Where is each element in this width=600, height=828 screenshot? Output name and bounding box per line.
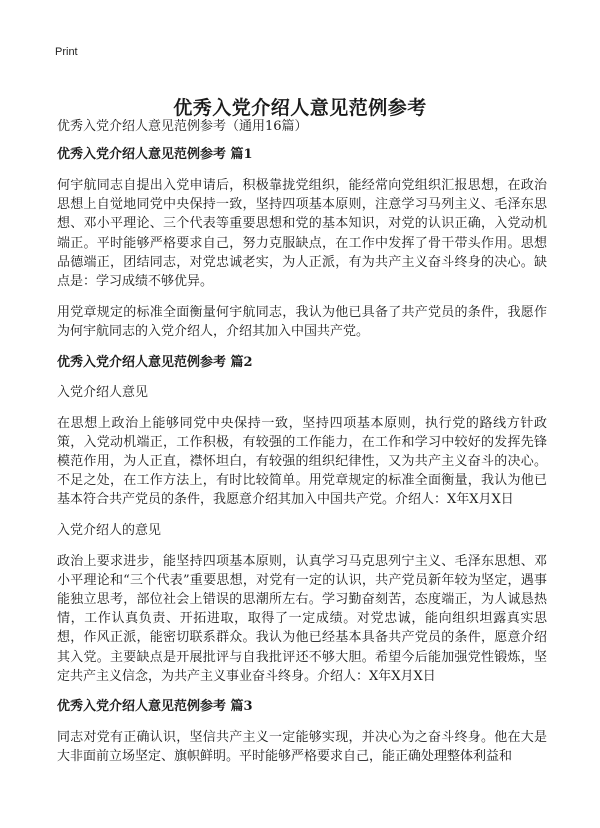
section-3 <box>57 698 547 766</box>
section-heading: 优秀入党介绍人意见范例参考 篇2 <box>57 354 253 370</box>
subheading: 入党介绍人意见 <box>57 384 149 400</box>
document-subtitle: 优秀入党介绍人意见范例参考（通用16篇） <box>57 119 308 134</box>
paragraph: 政治上要求进步，能坚持四项基本原则，认真学习马克思列宁主义、毛泽东思想、邓小平理论和“三个代表”重要思想，对党有一定的认识，共产党员新年较为坚定，遇事能独立思考，部位社会上错误的思潮所左右。学习勤奋刻苦，态度端正，为人诚恳热情，工作认真负责、开拓进取，取得了一定成绩。对党忠诚，能向组织坦露真实思想，作风正派，能密切联系群众。我认为他已经基本具备共产党员的条件，愿意介绍其入党。主要缺点是开展批评与自我批评还不够大胆。希望今后能加强党性锻炼，坚定共产主义信念，为共产主义事业奋斗终身。介绍人：X年X月X日 <box>57 553 547 684</box>
section-heading: 优秀入党介绍人意见范例参考 篇1 <box>57 147 253 162</box>
paragraph: 用党章规定的标准全面衡量何宇航同志，我认为他已具备了共产党员的条件，我愿作为何宇航同志的入党介绍人，介绍其加入中国共产党。 <box>57 305 547 340</box>
subheading: 入党介绍人的意见 <box>57 522 162 538</box>
document-body <box>57 118 547 778</box>
section-heading: 优秀入党介绍人意见范例参考 篇3 <box>57 699 253 715</box>
section-1 <box>57 146 547 342</box>
paragraph: 同志对党有正确认识，坚信共产主义一定能够实现，并决心为之奋斗终身。他在大是大非面前立场坚定、旗帜鲜明。平时能够严格要求自己，能正确处理整体利益和 <box>57 730 547 765</box>
page-title: 优秀入党介绍人意见范例参考 <box>173 96 427 119</box>
print-label: Print <box>55 46 78 58</box>
paragraph: 在思想上政治上能够同党中央保持一致，坚持四项基本原则，执行党的路线方针政策，入党动机端正，工作积极，有较强的工作能力，在工作和学习中较好的发挥先锋模范作用，为人正直，襟怀坦白，有较强的组织纪律性，又为共产主义奋斗的决心。不足之处，在工作方法上，有时比较简单。用党章规定的标准全面衡量，我认为他已基本符合共产党员的条件，我愿意介绍其加入中国共产党。介绍人：X年X月X日 <box>57 415 547 508</box>
paragraph: 何宇航同志自提出入党申请后，积极靠拢党组织，能经常向党组织汇报思想，在政治思想上自觉地同党中央保持一致，坚持四项基本原则，注意学习马列主义、毛泽东思想、邓小平理论、三个代表等重要思想和党的基本知识，对党的认识正确，入党动机端正。平时能够严格要求自己，努力克服缺点，在工作中发挥了骨干带头作用。思想品德端正，团结同志，对党忠诚老实，为人正派，有为共产主义奋斗终身的决心。缺点是：学习成绩不够优异。 <box>57 178 547 290</box>
section-2 <box>57 354 547 686</box>
